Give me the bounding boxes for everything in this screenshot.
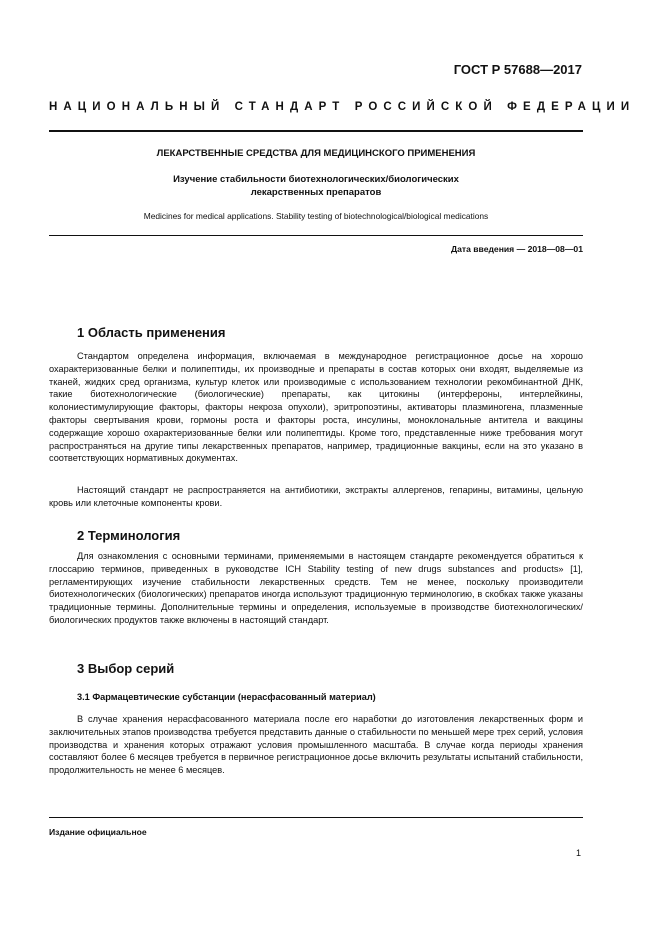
section-1-heading: 1 Область применения <box>77 325 226 340</box>
document-title: ЛЕКАРСТВЕННЫЕ СРЕДСТВА ДЛЯ МЕДИЦИНСКОГО ПРИМЕНЕНИЯ <box>156 148 476 159</box>
section-1-paragraph-1: Стандартом определена информация, включаемая в международное регистрационное досье на хорошо охарактеризованные белки и полипептиды, их производные и препараты в состав которых они входят, выделяемые из тканей, жидких сред организма, культур клеток или производимые с использованием технологии рекомбинантной ДНК, такие биотехнологические (биологические) препараты, как цитокины (интерфероны, интерлейкины, колониестимулирующие факторы, факторы некроза опухоли), эритропоэтины, активаторы плазминогена, плазменные факторы свертывания крови, гормоны роста и факторы роста, инсулины, моноклональные антитела и вакцины содержащие хорошо охарактеризованные белки или полипептиды. Кроме того, представленные ниже требования могут распространяться на другие типы лекарственных препаратов, например, традиционные вакцины, если на это указано в соответствующих нормативных документах. <box>49 351 583 464</box>
title-rule <box>49 235 583 236</box>
page-number: 1 <box>575 848 581 858</box>
section-1-paragraph-2: Настоящий стандарт не распространяется на антибиотики, экстракты аллергенов, гепарины, витамины, цельную кровь или клеточные компоненты крови. <box>49 485 583 508</box>
section-3-heading: 3 Выбор серий <box>77 661 175 676</box>
subsection-3-1-heading: 3.1 Фармацевтические субстанции (нерасфасованный материал) <box>77 692 376 702</box>
footer-rule <box>49 817 583 818</box>
subtitle-line-1: Изучение стабильности биотехнологических/биологических <box>173 174 459 185</box>
section-2-paragraph-1: Для ознакомления с основными терминами, применяемыми в настоящем стандарте рекомендуется обратиться к глоссарию терминов, приведенных в руководстве ICH Stability testing of new drugs substances and products» [1], регламентирующих изучение стабильности лекарственных средств. Тем не менее, поскольку производители биотехнологических (биологических) препаратов иногда используют традиционную терминологию, в скобках также указаны традиционные термины. Дополнительные термины и определения, используемые в производстве биотехнологических/биологических продуктов также включены в настоящий стандарт. <box>49 551 583 625</box>
gost-number: ГОСТ Р 57688—2017 <box>453 62 582 77</box>
top-rule <box>49 130 583 132</box>
section-3-paragraph-1: В случае хранения нерасфасованного материала после его наработки до изготовления лекарственных форм и заключительных этапов производства требуется представить данные о стабильности по меньшей мере трех серий, условия производства и хранения которых отражают условия промышленного масштаба. В случае когда периоды хранения составляют более 6 месяцев требуется в первичное регистрационное досье включить результаты испытаний стабильности, продолжительность не менее 6 месяцев. <box>49 714 584 776</box>
national-standard-heading: НАЦИОНАЛЬНЫЙ СТАНДАРТ РОССИЙСКОЙ ФЕДЕРАЦИИ <box>49 101 636 113</box>
introduction-date: Дата введения — 2018—08—01 <box>450 244 583 254</box>
official-edition-label: Издание официальное <box>49 827 147 837</box>
subtitle-line-2: лекарственных препаратов <box>250 187 382 198</box>
english-title: Medicines for medical applications. Stability testing of biotechnological/biological medications <box>143 211 489 221</box>
section-2-heading: 2 Терминология <box>77 528 181 543</box>
document-subtitle <box>49 173 583 199</box>
